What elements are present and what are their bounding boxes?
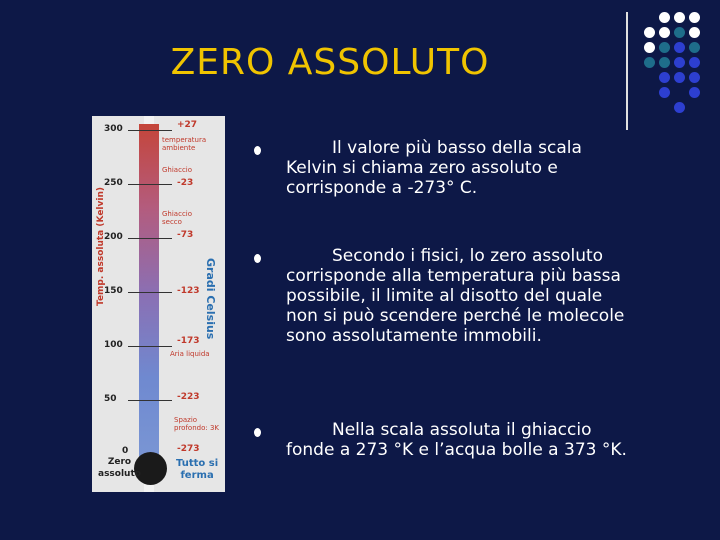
decorative-dot — [659, 27, 670, 38]
kelvin-tick-label: 150 — [104, 286, 123, 296]
zero-celsius-label-line2: ferma — [180, 470, 214, 481]
divider-line — [626, 12, 628, 130]
decorative-dot — [674, 72, 685, 83]
decorative-dot — [689, 12, 700, 23]
celsius-tick-label: +27 — [177, 120, 198, 130]
kelvin-axis-label: Temp. assoluta (Kelvin) — [96, 187, 106, 306]
bullet-text: Il valore più basso della scala Kelvin si chiama zero assoluto e corrisponde a -273° C. — [286, 138, 582, 198]
decorative-dot — [644, 42, 655, 53]
decorative-dot — [689, 42, 700, 53]
tick-mark — [128, 346, 172, 347]
celsius-tick-label: -223 — [177, 392, 200, 402]
note-ice: Ghiaccio — [162, 166, 193, 174]
decorative-dot — [659, 57, 670, 68]
celsius-tick-label: -73 — [177, 230, 194, 240]
decorative-dot — [659, 12, 670, 23]
note-room-temperature: temperatura ambiente — [162, 136, 207, 152]
decorative-dot — [689, 72, 700, 83]
bullet-marker — [254, 254, 261, 263]
decorative-dot — [689, 57, 700, 68]
celsius-axis-label: Gradi Celsius — [204, 258, 217, 340]
kelvin-tick-label: 50 — [104, 394, 117, 404]
kelvin-tick-label: 200 — [104, 232, 123, 242]
kelvin-tick-label: 100 — [104, 340, 123, 350]
decorative-dot — [674, 57, 685, 68]
zero-celsius-value: -273 — [177, 444, 200, 454]
note-dry-ice: Ghiaccio secco — [162, 210, 193, 226]
decorative-dot — [689, 27, 700, 38]
zero-kelvin-label-line1: Zero — [107, 457, 132, 467]
note-liquid-air: Aria liquida — [170, 350, 210, 358]
bullet-text: Nella scala assoluta il ghiaccio fonde a 273 °K e l’acqua bolle a 373 °K. — [286, 420, 627, 460]
decorative-dot — [674, 102, 685, 113]
celsius-tick-label: -173 — [177, 336, 200, 346]
celsius-tick-label: -23 — [177, 178, 194, 188]
decorative-dot — [659, 87, 670, 98]
tick-mark — [128, 292, 172, 293]
kelvin-tick-label: 250 — [104, 178, 123, 188]
note-deep-space: Spazio profondo: 3K — [174, 416, 219, 432]
slide-title: ZERO ASSOLUTO — [170, 42, 490, 83]
bullet-marker — [254, 146, 261, 155]
bullet-text: Secondo i fisici, lo zero assoluto corrisponde alla temperatura più bassa possibile, il limite al disotto del quale non si può scendere perché le molecole sono assolutamente immobili. — [286, 246, 625, 346]
zero-kelvin-label — [98, 456, 141, 480]
tick-mark — [128, 184, 172, 185]
thermometer-image — [92, 116, 225, 492]
tick-mark — [128, 238, 172, 239]
celsius-tick-label: -123 — [177, 286, 200, 296]
bullet-marker — [254, 428, 261, 437]
decorative-dot — [659, 72, 670, 83]
zero-kelvin-value: 0 — [122, 446, 129, 456]
thermometer-tube — [139, 124, 159, 462]
decorative-dot — [674, 42, 685, 53]
decorative-dot — [674, 12, 685, 23]
decorative-dot — [689, 87, 700, 98]
decorative-dot — [674, 27, 685, 38]
zero-kelvin-label-line2: assoluto — [98, 469, 141, 479]
kelvin-tick-label: 300 — [104, 124, 123, 134]
zero-celsius-label-line1: Tutto si — [176, 458, 219, 469]
tick-mark — [128, 400, 172, 401]
decorative-dot — [644, 27, 655, 38]
decorative-dot — [644, 57, 655, 68]
decorative-dot — [659, 42, 670, 53]
zero-celsius-label — [176, 458, 218, 482]
tick-mark — [128, 130, 172, 131]
